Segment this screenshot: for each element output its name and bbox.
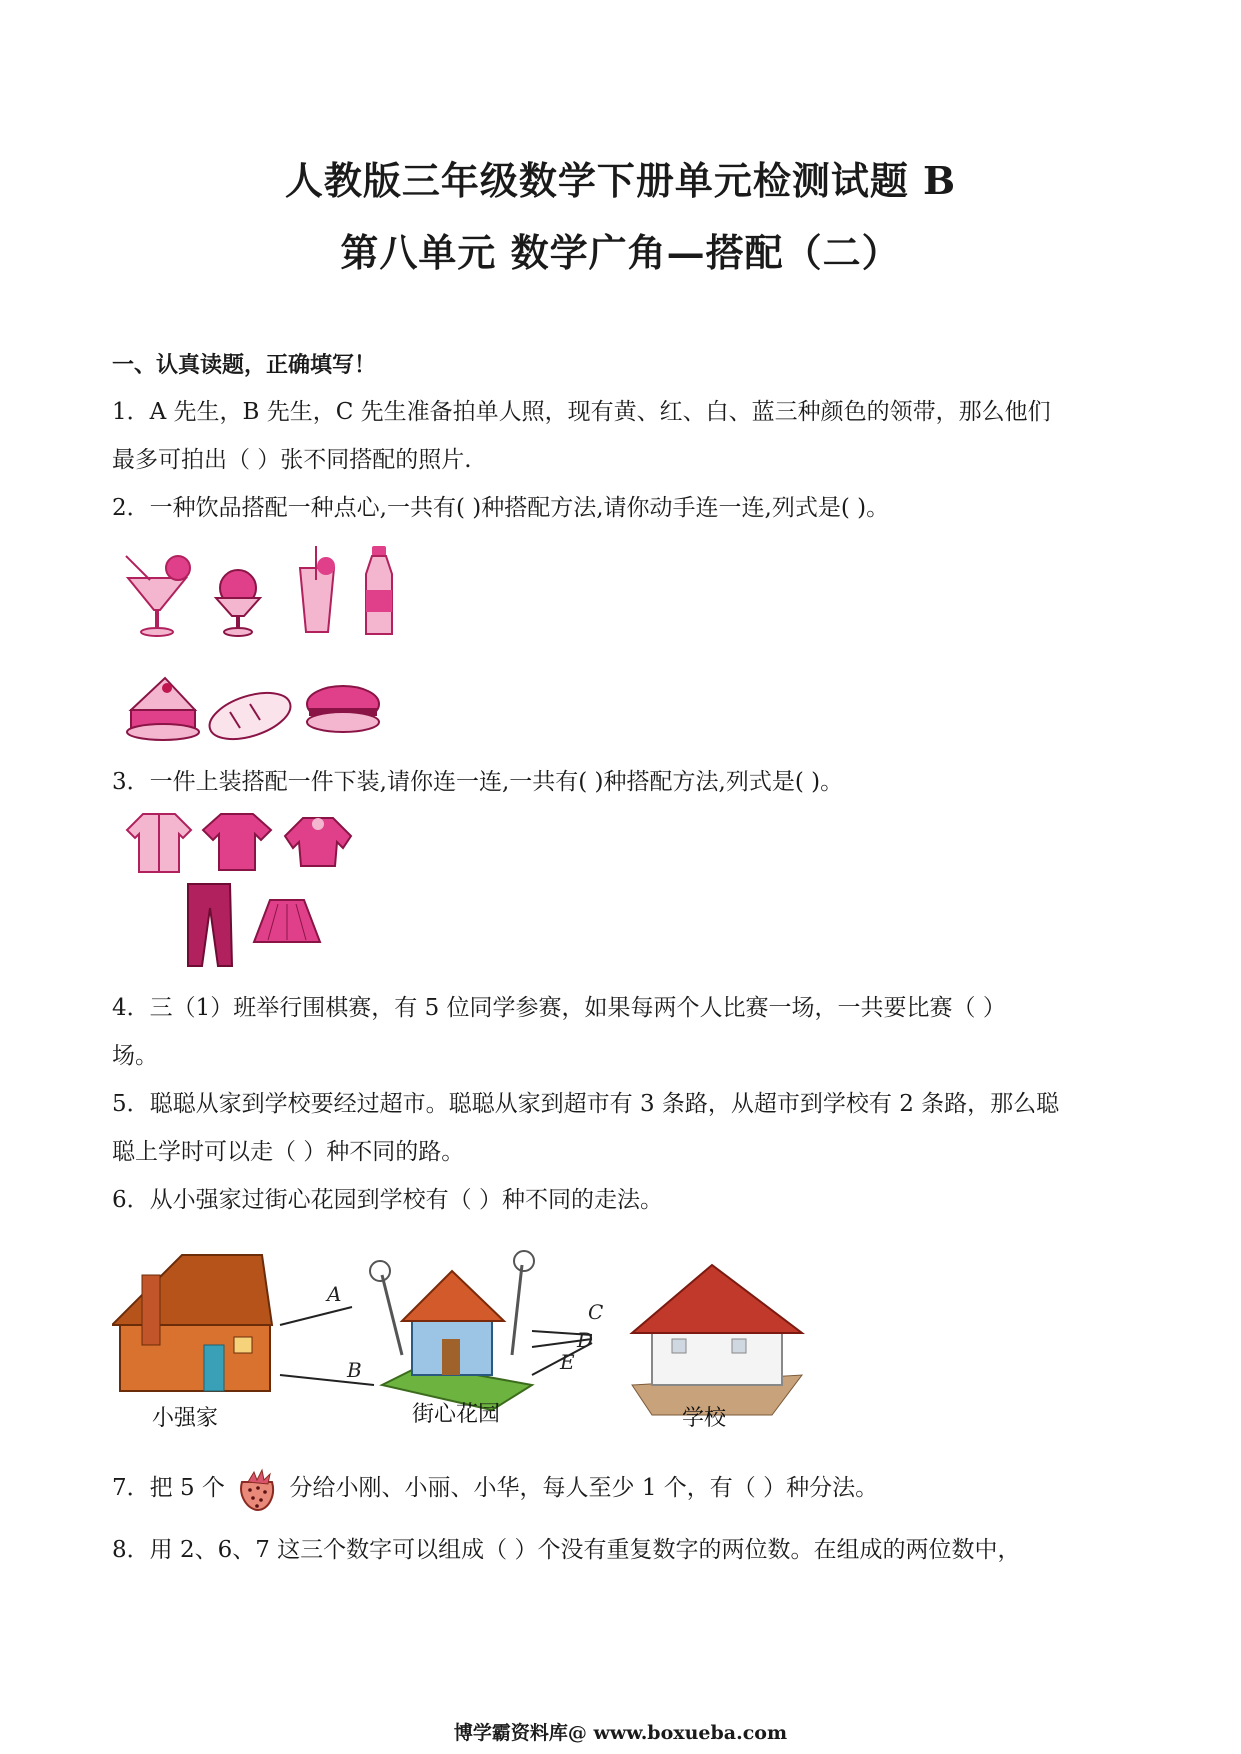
garden-house-icon — [370, 1251, 534, 1410]
question-7-part-1: 7．把 5 个 — [112, 1475, 225, 1501]
path-c-label: C — [588, 1300, 604, 1324]
question-4-line-1: 4．三（1）班举行围棋赛，有 5 位同学参赛，如果每两个人比赛一场，一共要比赛（ ） — [112, 995, 1006, 1021]
strawberry-icon — [234, 1466, 280, 1512]
macaron-icon — [307, 686, 379, 732]
question-4-line-2: 场。 — [112, 1043, 158, 1069]
question-7 — [112, 1464, 1132, 1512]
trousers-icon — [188, 884, 232, 966]
blouse-icon — [285, 818, 351, 866]
garden-label: 街心花园 — [412, 1402, 501, 1427]
skirt-icon — [254, 900, 320, 942]
path-a-label: A — [327, 1282, 342, 1306]
question-8: 8．用 2、6、7 这三个数字可以组成（ ）个没有重复数字的两位数。在组成的两位数中， — [112, 1537, 1021, 1563]
question-3: 3．一件上装搭配一件下装,请你连一连,一共有( )种搭配方法,列式是( )。 — [112, 769, 844, 795]
ice-cream-sundae-icon — [216, 570, 260, 636]
path-e-label: E — [560, 1350, 575, 1374]
path-a-line — [280, 1307, 352, 1325]
question-6: 6．从小强家过街心花园到学校有（ ）种不同的走法。 — [112, 1187, 663, 1213]
route-figure — [112, 1235, 832, 1435]
bread-loaf-icon — [204, 684, 296, 748]
question-2: 2．一种饮品搭配一种点心,一共有( )种搭配方法,请你动手连一连,列式是( )。 — [112, 495, 890, 521]
page-title: 人教版三年级数学下册单元检测试题 B — [284, 158, 957, 203]
path-b-label: B — [347, 1358, 362, 1382]
drinks-illustration — [120, 540, 410, 650]
juice-glass-icon — [300, 546, 335, 632]
tops-illustration — [125, 808, 375, 878]
t-shirt-icon — [203, 814, 271, 870]
path-d-label: D — [577, 1328, 594, 1352]
home-label: 小强家 — [152, 1406, 219, 1431]
cocktail-glass-icon — [126, 556, 190, 636]
page-subtitle: 第八单元 数学广角—搭配（二） — [340, 230, 901, 275]
snacks-illustration — [125, 670, 405, 750]
log-cabin-icon — [112, 1255, 272, 1391]
question-1-line-1: 1．A 先生，B 先生，C 先生准备拍单人照，现有黄、红、白、蓝三种颜色的领带，那么他们 — [112, 399, 1051, 425]
school-label: 学校 — [682, 1406, 727, 1431]
question-5-line-2: 聪上学时可以走（ ）种不同的路。 — [112, 1139, 465, 1165]
cake-slice-icon — [127, 678, 199, 740]
question-1-line-2: 最多可拍出（ ）张不同搭配的照片. — [112, 447, 472, 473]
question-7-part-2: 分给小刚、小丽、小华，每人至少 1 个，有（ ）种分法。 — [289, 1475, 879, 1501]
footer-source: 博学霸资料库@ www.boxueba.com — [453, 1722, 788, 1744]
soda-bottle-icon — [366, 546, 392, 634]
school-house-icon — [632, 1265, 802, 1415]
question-5-line-1: 5．聪聪从家到学校要经过超市。聪聪从家到超市有 3 条路，从超市到学校有 2 条路，那么聪 — [112, 1091, 1060, 1117]
section-heading: 一、认真读题，正确填写！ — [112, 352, 377, 378]
bottoms-illustration — [178, 880, 338, 970]
jacket-icon — [127, 814, 191, 872]
